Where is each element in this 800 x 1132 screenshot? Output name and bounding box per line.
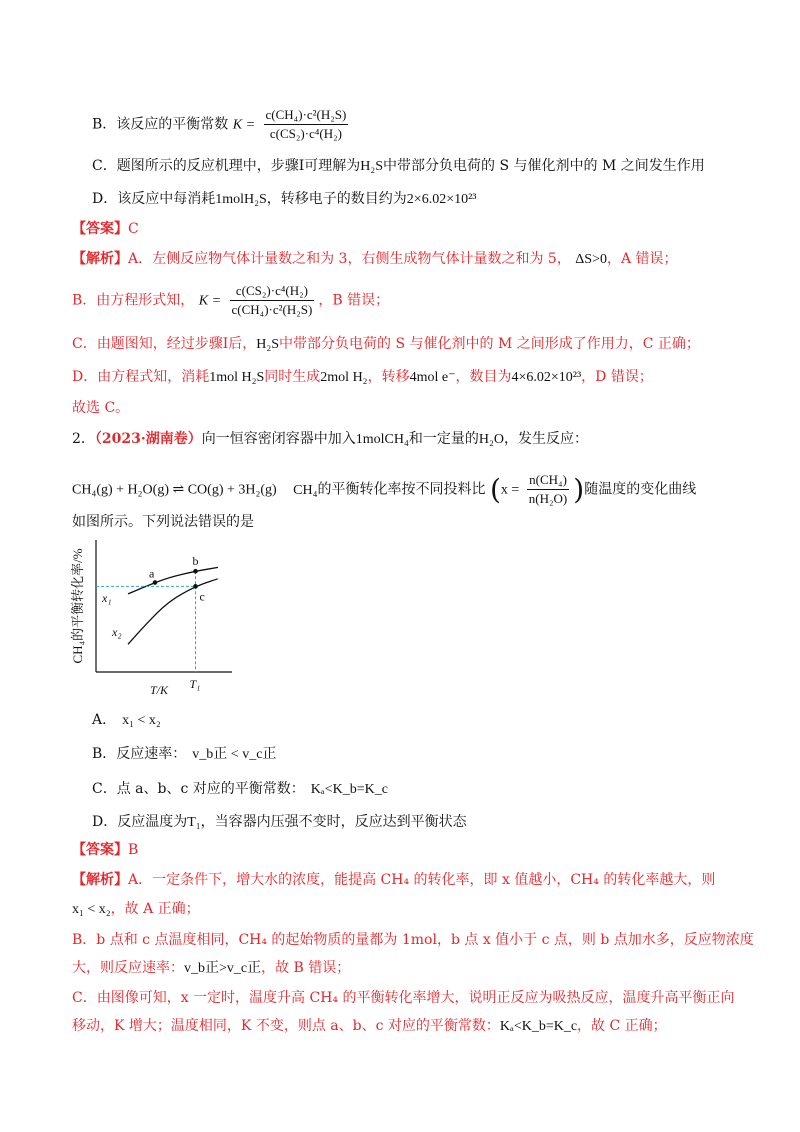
chart-xlabel: T/K xyxy=(150,683,169,697)
q2-option-c: C．点 a、b、c 对应的平衡常数： Kₐ<K_b=K_c xyxy=(92,781,388,797)
q1-k-denominator: c(CS₂)·c⁴(H₂) xyxy=(269,126,342,141)
q2-analysis-a1: 【解析】A．一定条件下，增大水的浓度，能提高 CH₄ 的转化率，即 x 值越小，CH₄ 的转化率越大，则 xyxy=(72,872,716,888)
q2-analysis-a2: x₁ < x₂，故 A 正确； xyxy=(72,901,200,917)
q1-option-d: D．该反应中每消耗1molH₂S，转移电子的数目约为2×6.02×10²³ xyxy=(92,191,477,207)
point-b xyxy=(193,569,198,574)
q1-analysis-c: C．由题图知，经过步骤Ⅰ后，H₂S中带部分负电荷的 S 与催化剂中的 M 之间形成了作用力，C 正确； xyxy=(72,336,700,352)
q1-analysis-b: B．由方程形式知， K = $\frac{\text{c(CS₂)·c⁴(H₂)}}{\text{c(CH₄)·c²(H₂S)}}$ ，B 错误； xyxy=(72,283,390,317)
q2-analysis-b1: B．b 点和 c 点温度相同，CH₄ 的起始物质的量都为 1mol，b 点 x 值小于 c 点，则 b 点加水多，反应物浓度 xyxy=(72,932,754,948)
label-c: c xyxy=(199,589,205,604)
q2-source: （2023·湖南卷） xyxy=(94,431,202,447)
q2-analysis-c2: 移动，K 增大；温度相同，K 不变，则点 a、b、c 对应的平衡常数：Kₐ<K_b=K_c，故 C 正确； xyxy=(72,1018,667,1034)
q1-analysis-d: D．由方程式知，消耗1mol H₂S同时生成2mol H₂，转移4mol e⁻，数目为4×6.02×10²³，D 错误； xyxy=(72,369,653,385)
q2-equation: CH₄(g) + H₂O(g) ⇌ CO(g) + 3H₂(g) xyxy=(72,482,277,498)
label-x1: x₁ xyxy=(102,591,112,605)
chart-ylabel: CH₄的平衡转化率/% xyxy=(70,548,85,664)
q2-stem-line1: 2．（2023·湖南卷）向一恒容密闭容器中加入1molCH₄和一定量的H₂O，发生反应： xyxy=(72,431,588,447)
point-a xyxy=(153,580,158,585)
q1-conclusion: 故选 C。 xyxy=(72,400,130,416)
q2-stem-line3: 如图所示。下列说法错误的是 xyxy=(72,514,254,530)
q2-stem-line2: CH₄(g) + H₂O(g) ⇌ CO(g) + 3H₂(g) CH₄的平衡转化率按不同投料比 (x = $\frac{\text{n(CH₄)}}{\text{n(H₂O)}}$ )随温度的变化曲线 xyxy=(72,472,697,506)
q2-analysis-c1: C．由图像可知，x 一定时，温度升高 CH₄ 的平衡转化率增大，说明正反应为吸热反应，温度升高平衡正向 xyxy=(72,990,735,1006)
conversion-chart xyxy=(66,532,236,702)
q1-option-c: C．题图所示的反应机理中，步骤Ⅰ可理解为H₂S中带部分负电荷的 S 与催化剂中的 M 之间发生作用 xyxy=(92,158,705,174)
point-c xyxy=(193,584,198,589)
q1-k-numerator: c(CH₄)·c²(H₂S) xyxy=(264,107,349,125)
q2-option-b: B．反应速率： v_b正 < v_c正 xyxy=(92,746,277,762)
q2-answer: 【答案】B xyxy=(72,842,139,858)
q2-option-a: A． x₁ < x₂ xyxy=(92,712,161,728)
tick-t1: T₁ xyxy=(189,677,201,691)
label-x2: x₂ xyxy=(112,625,122,639)
q2-analysis-b2: 大，则反应速率：v_b正>v_c正，故 B 错误； xyxy=(72,960,351,976)
label-a: a xyxy=(149,566,155,581)
q1-option-b: B．该反应的平衡常数 K = $\frac{\text{c(CH₄)·c²(H₂S)}}{\text{c(CS₂)·c⁴(H₂)}}$ xyxy=(92,107,347,141)
q2-option-d: D．反应温度为T₁，当容器内压强不变时，反应达到平衡状态 xyxy=(92,814,467,830)
label-b: b xyxy=(192,554,199,569)
q1-answer: 【答案】C xyxy=(72,221,139,237)
q1-analysis-a: 【解析】A．左侧反应物气体计量数之和为 3，右侧生成物气体计量数之和为 5， ΔS>0，A 错误； xyxy=(72,251,678,267)
